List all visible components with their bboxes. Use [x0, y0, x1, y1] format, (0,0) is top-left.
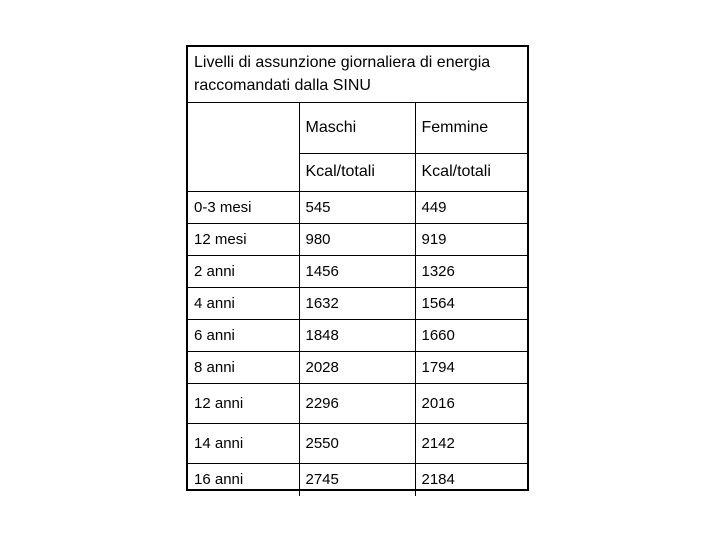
femmine-cell: 1326	[415, 255, 527, 287]
maschi-cell: 2296	[299, 383, 415, 423]
header-empty-cell	[188, 102, 299, 191]
femmine-cell: 1564	[415, 287, 527, 319]
age-cell: 2 anni	[188, 255, 299, 287]
table-row	[188, 383, 527, 423]
femmine-cell: 919	[415, 223, 527, 255]
unit-femmine: Kcal/totali	[415, 153, 527, 191]
maschi-cell: 2550	[299, 423, 415, 463]
age-cell: 12 mesi	[188, 223, 299, 255]
femmine-cell: 2184	[415, 463, 527, 496]
table-row	[188, 319, 527, 351]
age-cell: 4 anni	[188, 287, 299, 319]
maschi-cell: 2745	[299, 463, 415, 496]
maschi-cell: 1456	[299, 255, 415, 287]
femmine-cell: 1660	[415, 319, 527, 351]
table-row	[188, 223, 527, 255]
table-row	[188, 191, 527, 223]
energy-intake-table	[186, 45, 529, 491]
maschi-cell: 1848	[299, 319, 415, 351]
table-row	[188, 287, 527, 319]
femmine-cell: 1794	[415, 351, 527, 383]
age-cell: 12 anni	[188, 383, 299, 423]
energy-table-grid	[188, 47, 527, 496]
femmine-cell: 2142	[415, 423, 527, 463]
age-cell: 0-3 mesi	[188, 191, 299, 223]
table-title: Livelli di assunzione giornaliera di energia raccomandati dalla SINU	[188, 47, 527, 102]
maschi-cell: 1632	[299, 287, 415, 319]
age-cell: 8 anni	[188, 351, 299, 383]
header-femmine: Femmine	[415, 102, 527, 153]
header-maschi: Maschi	[299, 102, 415, 153]
age-cell: 14 anni	[188, 423, 299, 463]
age-cell: 6 anni	[188, 319, 299, 351]
table-row	[188, 255, 527, 287]
age-cell: 16 anni	[188, 463, 299, 496]
maschi-cell: 545	[299, 191, 415, 223]
table-title-row	[188, 47, 527, 102]
femmine-cell: 2016	[415, 383, 527, 423]
table-row	[188, 351, 527, 383]
table-row	[188, 463, 527, 496]
table-row	[188, 423, 527, 463]
femmine-cell: 449	[415, 191, 527, 223]
unit-maschi: Kcal/totali	[299, 153, 415, 191]
header-row-sex	[188, 102, 527, 153]
maschi-cell: 980	[299, 223, 415, 255]
maschi-cell: 2028	[299, 351, 415, 383]
